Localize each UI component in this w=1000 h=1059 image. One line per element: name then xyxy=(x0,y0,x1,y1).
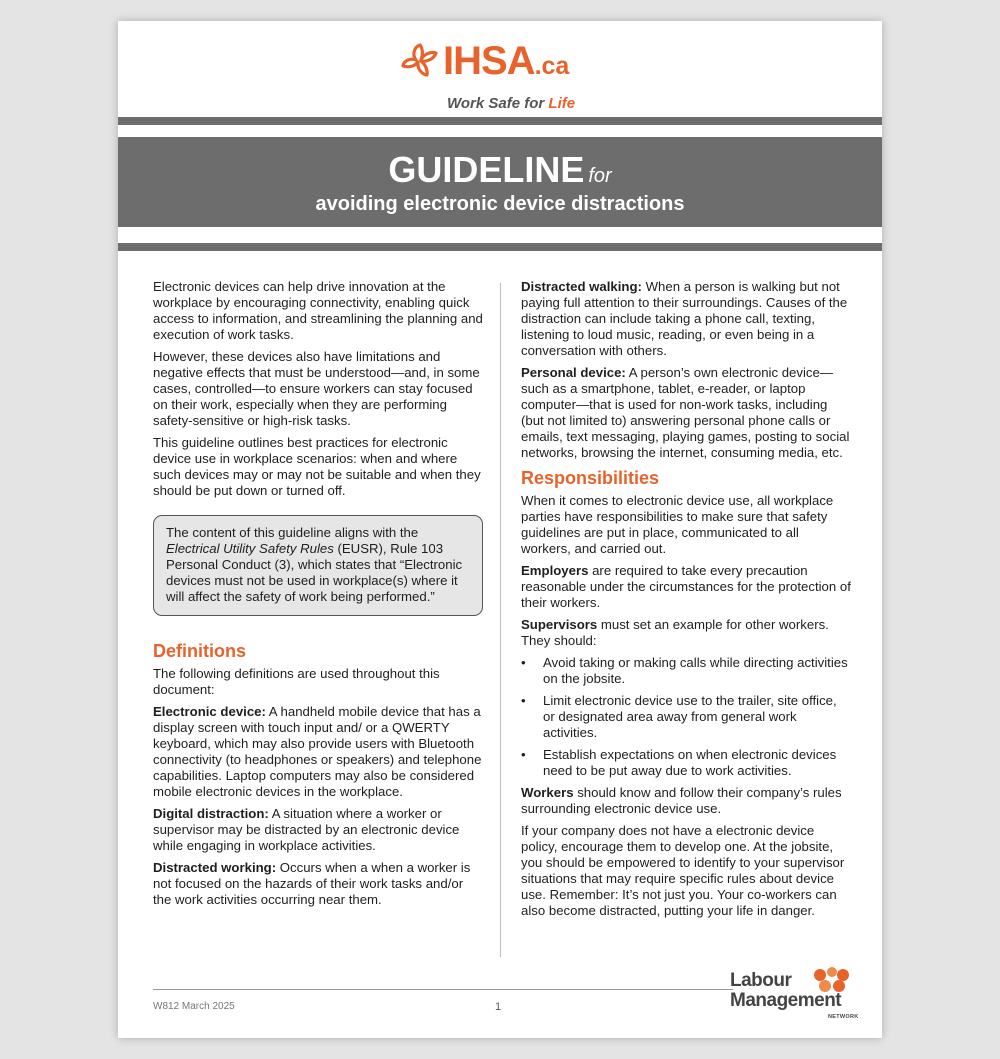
logo-wordmark: IHSA.ca xyxy=(443,39,570,83)
header-stripe xyxy=(118,117,882,125)
responsibilities-heading: Responsibilities xyxy=(521,468,660,488)
bullet-icon: • xyxy=(521,747,526,762)
trillium-logo-icon xyxy=(400,41,440,81)
title-banner xyxy=(118,137,882,227)
lmn-wordmark: Labour Management xyxy=(730,970,842,1011)
callout-text: The content of this guideline aligns with the Electrical Utility Safety Rules (EUSR), Rule 103 Personal Conduct (3), which states that “Electronic devices must not be used in workplace(s) where it will affect the safety of work being performed.” xyxy=(166,525,463,604)
page-title: GUIDELINE for xyxy=(388,149,612,190)
closing-paragraph: If your company does not have a electronic device policy, encourage them to develop one. At the jobsite, you should be empowered to identify to your supervisor situations that may require specific rules about device use. Remember: It’s not just you. Your co-workers can also become distracted, putting your life in danger. xyxy=(521,823,845,918)
bullet-icon: • xyxy=(521,693,526,708)
column-divider xyxy=(500,283,501,957)
intro-paragraph: However, these devices also have limitations and negative effects that must be understood—and, in some cases, controlled—to ensure workers can stay focused on their work, especially when they are performing safety-sensitive or high-risk tasks. xyxy=(153,349,480,428)
supervisor-duties-list xyxy=(521,655,851,779)
intro-paragraph: This guideline outlines best practices for electronic device use in workplace scenarios: when and where such devices may or may not be suitable and when they should be put down or turned off. xyxy=(153,435,481,498)
responsibilities-intro: When it comes to electronic device use, all workplace parties have responsibilities to make sure that safety guidelines are put in place, communicated to all workers, and carried out. xyxy=(521,493,834,556)
definition-item: Digital distraction: A situation where a worker or supervisor may be distracted by an electronic device while engaging in workplace activities. xyxy=(153,806,460,853)
workers-paragraph: Workers should know and follow their company’s rules surrounding electronic device use. xyxy=(521,785,842,816)
document-code: W812 March 2025 xyxy=(153,1001,235,1012)
list-item: • Establish expectations on when electronic devices need to be put away due to work activities. xyxy=(521,747,837,778)
page-number: 1 xyxy=(495,1001,502,1013)
list-item: • Avoid taking or making calls while directing activities on the jobsite. xyxy=(521,655,848,686)
labour-management-network-logo xyxy=(730,967,860,1027)
definitions-intro: The following definitions are used throughout this document: xyxy=(153,666,440,697)
lmn-network-label: NETWORK xyxy=(828,1014,859,1020)
footer-stripe xyxy=(118,243,882,251)
intro-paragraph: Electronic devices can help drive innovation at the workplace by encouraging connectivity, enabling quick access to information, and streamlining the planning and execution of work tasks. xyxy=(153,279,483,342)
definition-item: Distracted walking: When a person is walking but not paying full attention to their surroundings. Causes of the distraction can include taking a phone call, texting, listening to loud music, reading, or even being in a conversation with others. xyxy=(521,279,848,358)
page-subtitle: avoiding electronic device distractions xyxy=(315,193,685,215)
definition-item: Distracted working: Occurs when a when a worker is not focused on the hazards of their work tasks and/or the work activities occurring near them. xyxy=(153,860,471,907)
eusr-callout-box xyxy=(153,515,483,616)
logo-tagline: Work Safe for Life xyxy=(447,95,576,112)
footer-rule xyxy=(153,989,733,990)
bullet-icon: • xyxy=(521,655,526,670)
ihsa-logo xyxy=(118,37,882,121)
right-column xyxy=(521,279,851,925)
left-column xyxy=(153,279,483,914)
employers-paragraph: Employers are required to take every precaution reasonable under the circumstances for the protection of their workers. xyxy=(521,563,851,610)
supervisors-paragraph: Supervisors must set an example for other workers. They should: xyxy=(521,617,829,648)
definition-item: Electronic device: A handheld mobile device that has a display screen with touch input and/ or a QWERTY keyboard, which may also provide users with Bluetooth connectivity (to headphones or speakers) and telephone capabilities. Laptop computers may also be considered mobile electronic devices in the workplace. xyxy=(153,704,482,799)
definitions-heading: Definitions xyxy=(153,641,246,661)
definition-item: Personal device: A person’s own electronic device—such as a smartphone, tablet, e-reader, or laptop computer—that is used for non-work tasks, including (but not limited to) answering personal phone calls or emails, text messaging, playing games, posting to social networks, browsing the internet, consuming media, etc. xyxy=(521,365,850,460)
list-item: • Limit electronic device use to the trailer, site office, or designated area away from general work activities. xyxy=(521,693,837,740)
document-page xyxy=(118,21,882,1038)
